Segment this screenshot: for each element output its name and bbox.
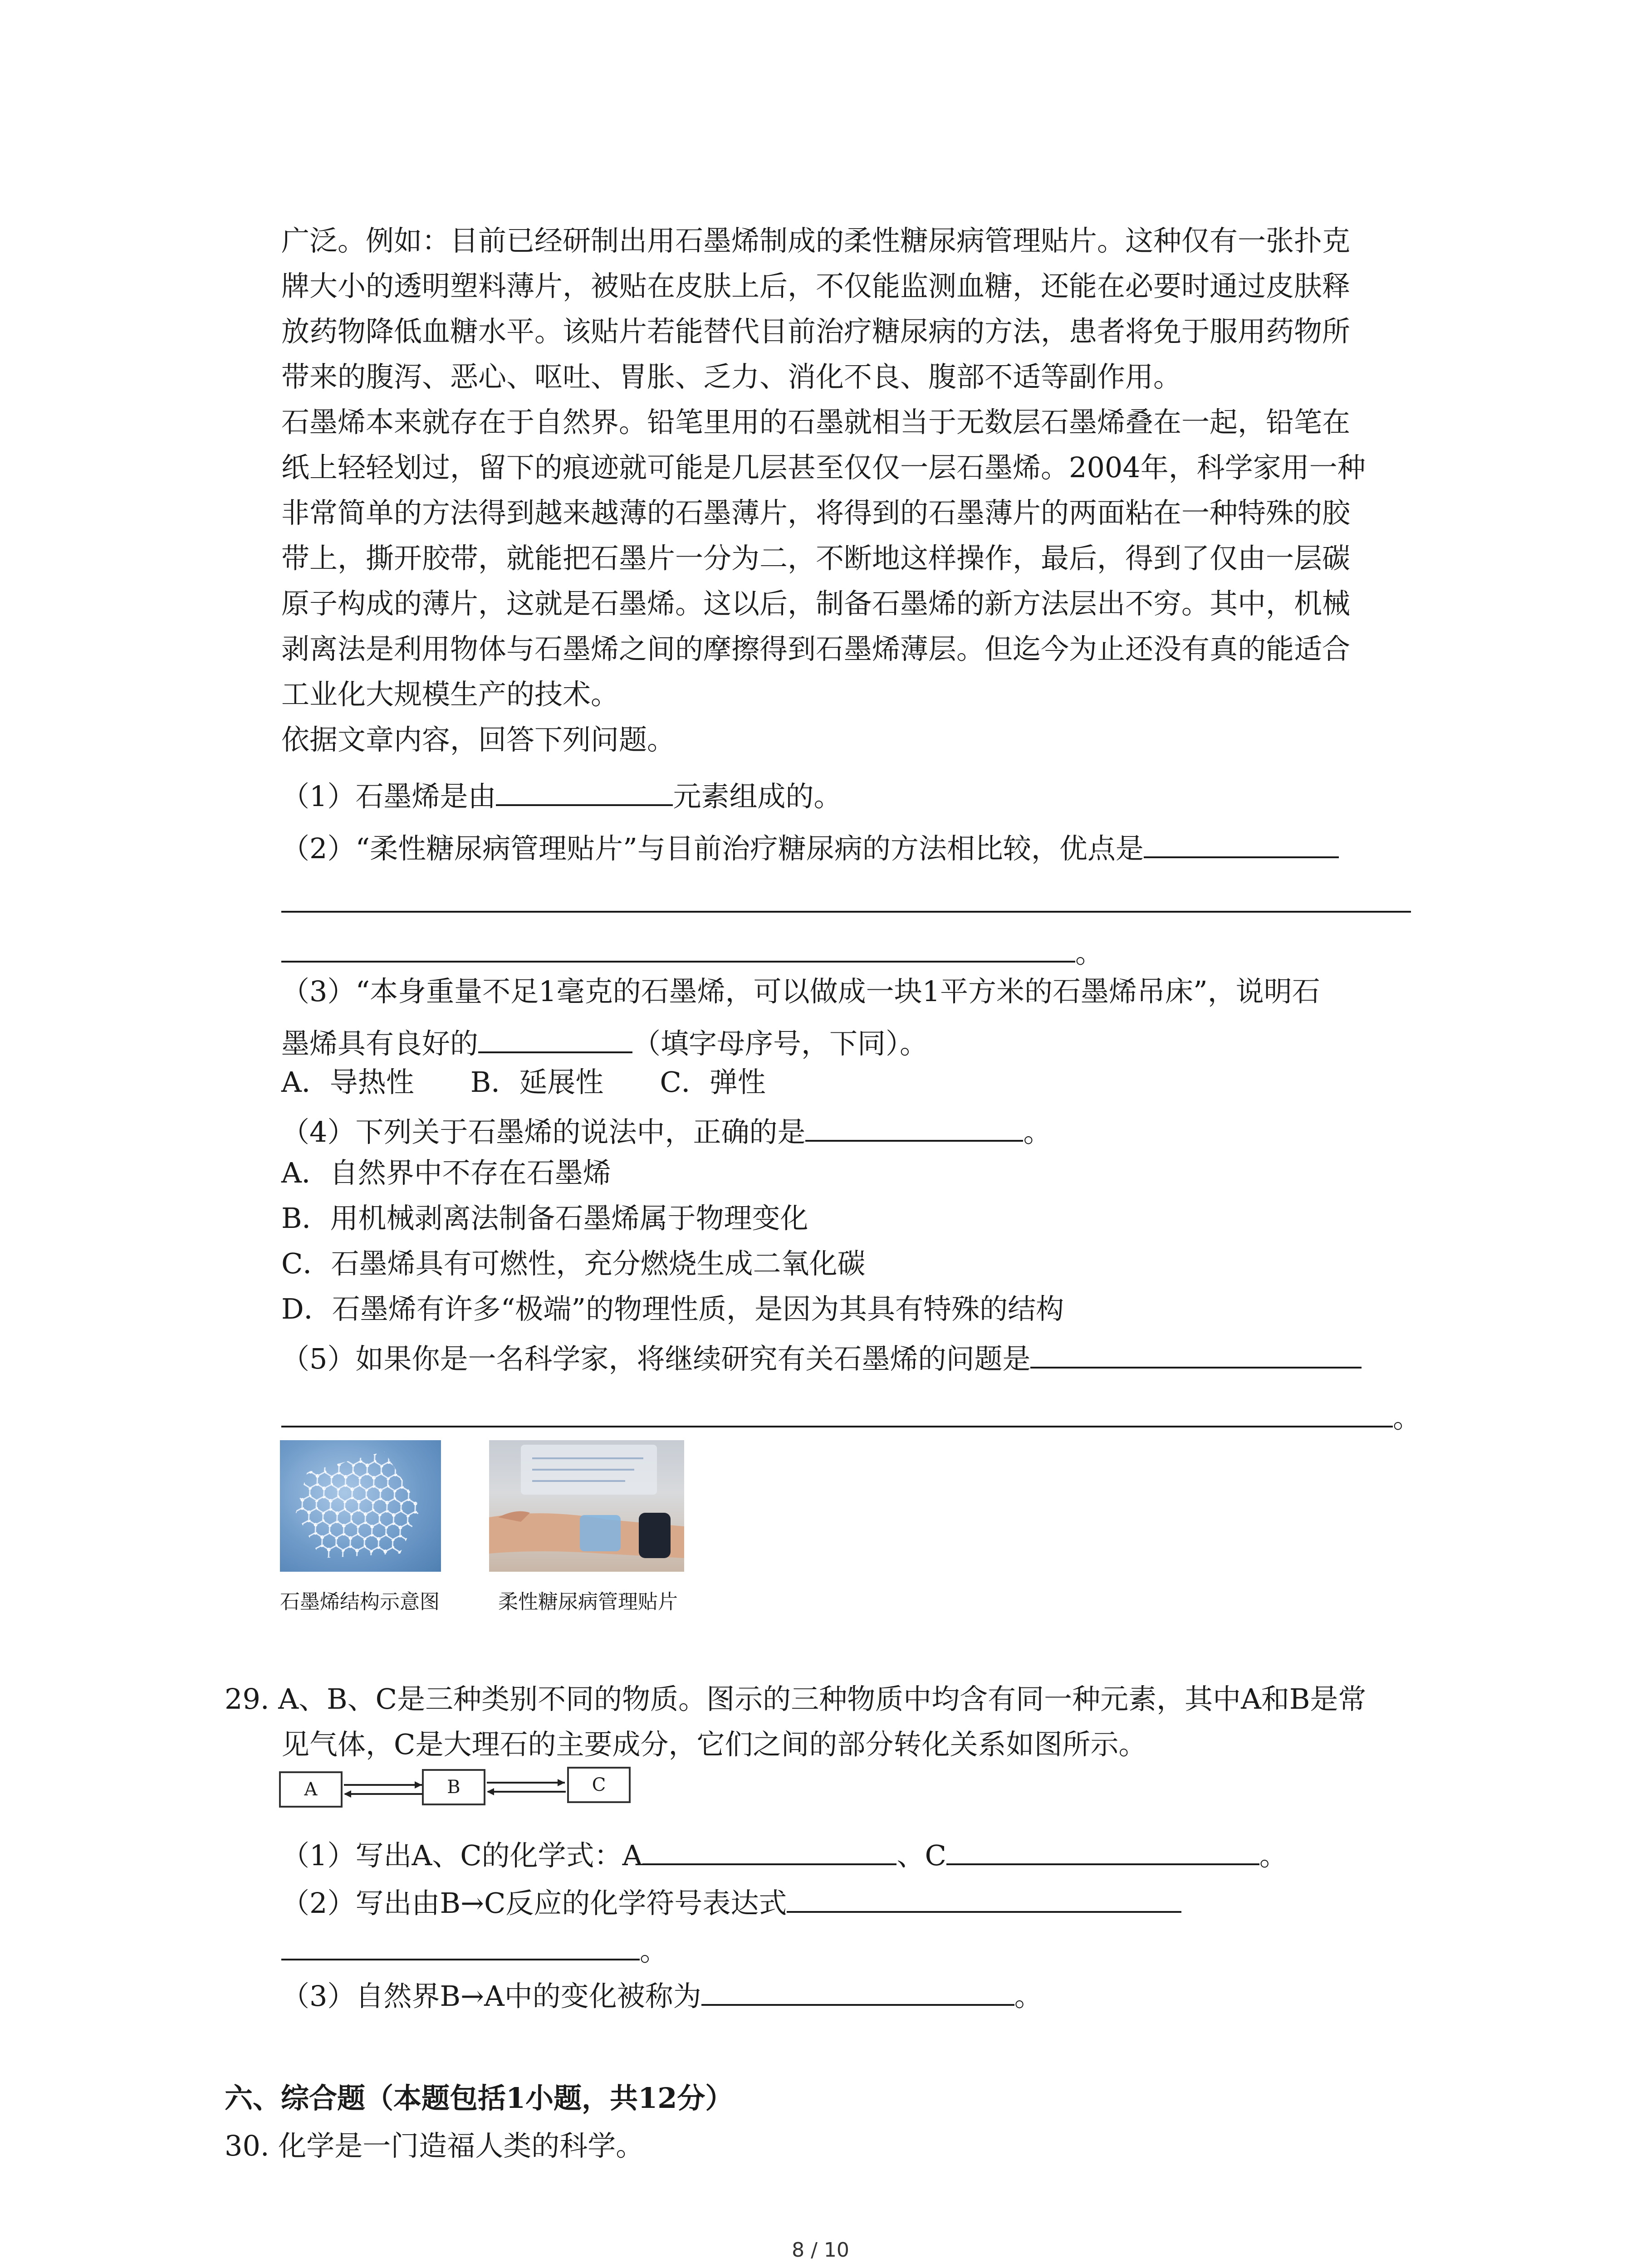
q28-blank-2a[interactable]: [1144, 830, 1339, 858]
graphene-structure-image: [280, 1440, 441, 1572]
q29-part2: （2）写出由B→C反应的化学符号表达式: [281, 1885, 1181, 1917]
flow-box-c: C: [567, 1767, 631, 1803]
passage-line: 剥离法是利用物体与石墨烯之间的摩擦得到石墨烯薄层。但迄今为止还没有真的能适合: [281, 632, 1351, 665]
q28-part1: （1）石墨烯是由 元素组成的。: [281, 778, 842, 811]
passage-line: 石墨烯本来就存在于自然界。铅笔里用的石墨就相当于无数层石墨烯叠在一起，铅笔在: [281, 406, 1351, 439]
passage-line: 纸上轻轻划过，留下的痕迹就可能是几层甚至仅仅一层石墨烯。2004年，科学家用一种: [281, 451, 1366, 484]
passage-line: 牌大小的透明塑料薄片，被贴在皮肤上后，不仅能监测血糖，还能在必要时通过皮肤释: [281, 269, 1351, 303]
q28-part5-end: 。: [281, 1399, 1421, 1432]
q29-blank-a[interactable]: [642, 1837, 896, 1865]
q28-part3-options: A．导热性 B．延展性 C．弹性: [281, 1066, 766, 1099]
passage-line: 工业化大规模生产的技术。: [281, 678, 619, 711]
q28-option-d: D．石墨烯有许多“极端”的物理性质，是因为其具有特殊的结构: [281, 1292, 1064, 1325]
q28-part2: （2）“柔性糖尿病管理贴片”与目前治疗糖尿病的方法相比较，优点是: [281, 830, 1339, 863]
q28-option-c: C．石墨烯具有可燃性，充分燃烧生成二氧化碳: [281, 1247, 866, 1280]
q29-part3: （3）自然界B→A中的变化被称为 。: [281, 1978, 1043, 2010]
q29-part1: （1）写出A、C的化学式：A 、C 。: [281, 1837, 1288, 1870]
passage-line: 放药物降低血糖水平。该贴片若能替代目前治疗糖尿病的方法，患者将免于服用药物所: [281, 315, 1351, 348]
double-arrow-icon: [483, 1774, 569, 1801]
q28-blank-2b[interactable]: [281, 911, 1411, 913]
arm-patch-icon: [489, 1440, 684, 1572]
q29-blank-2b[interactable]: [281, 1932, 640, 1960]
figure-caption: 石墨烯结构示意图: [280, 1590, 440, 1613]
figure-caption: 柔性糖尿病管理贴片: [498, 1590, 678, 1613]
q28-part3-line2: 墨烯具有良好的 （填字母序号，下同）。: [281, 1025, 928, 1058]
graphene-lattice-icon: [280, 1440, 441, 1572]
passage-line: 依据文章内容，回答下列问题。: [281, 723, 676, 756]
section-heading: 六、综合题（本题包括1小题，共12分）: [225, 2082, 734, 2115]
q29-part2-end: 。: [281, 1932, 668, 1965]
q28-blank-3[interactable]: [478, 1025, 632, 1053]
double-arrow-icon: [340, 1776, 426, 1803]
q28-blank-5b[interactable]: [281, 1399, 1393, 1427]
flow-box-a: A: [279, 1771, 343, 1808]
page-number: 8 / 10: [792, 2239, 849, 2262]
q28-blank-4[interactable]: [805, 1114, 1023, 1142]
q29-stem-line2: 见气体，C是大理石的主要成分，它们之间的部分转化关系如图所示。: [281, 1728, 1147, 1761]
q28-blank-5a[interactable]: [1030, 1340, 1362, 1369]
q28-blank-2c[interactable]: [281, 934, 1075, 963]
q28-part3: （3）“本身重量不足1毫克的石墨烯，可以做成一块1平方米的石墨烯吊床”，说明石: [281, 975, 1320, 1008]
passage-line: 带上，撕开胶带，就能把石墨片一分为二，不断地这样操作，最后，得到了仅由一层碳: [281, 542, 1351, 575]
passage-line: 原子构成的薄片，这就是石墨烯。这以后，制备石墨烯的新方法层出不穷。其中，机械: [281, 587, 1351, 620]
diabetes-patch-image: [489, 1440, 684, 1572]
q28-part5: （5）如果你是一名科学家，将继续研究有关石墨烯的问题是: [281, 1340, 1362, 1373]
q28-option-a: A．自然界中不存在石墨烯: [281, 1156, 611, 1189]
flow-box-b: B: [422, 1769, 485, 1805]
q30-stem: 30. 化学是一门造福人类的科学。: [225, 2129, 644, 2162]
q29-blank-c[interactable]: [946, 1837, 1259, 1865]
q28-part4: （4）下列关于石墨烯的说法中，正确的是 。: [281, 1114, 1051, 1146]
q28-option-b: B．用机械剥离法制备石墨烯属于物理变化: [281, 1202, 808, 1235]
q29-stem-line1: 29. A、B、C是三种类别不同的物质。图示的三种物质中均含有同一种元素，其中A和B是常: [225, 1682, 1367, 1716]
passage-line: 广泛。例如：目前已经研制出用石墨烯制成的柔性糖尿病管理贴片。这种仅有一张扑克: [281, 224, 1351, 257]
q29-blank-3[interactable]: [701, 1978, 1014, 2006]
passage-line: 带来的腹泻、恶心、呕吐、胃胀、乏力、消化不良、腹部不适等副作用。: [281, 360, 1182, 393]
passage-line: 非常简单的方法得到越来越薄的石墨薄片，将得到的石墨薄片的两面粘在一种特殊的胶: [281, 496, 1351, 529]
q29-blank-2a[interactable]: [787, 1885, 1181, 1913]
q28-part2-end: 。: [281, 934, 1103, 967]
q28-blank-1[interactable]: [496, 778, 673, 806]
